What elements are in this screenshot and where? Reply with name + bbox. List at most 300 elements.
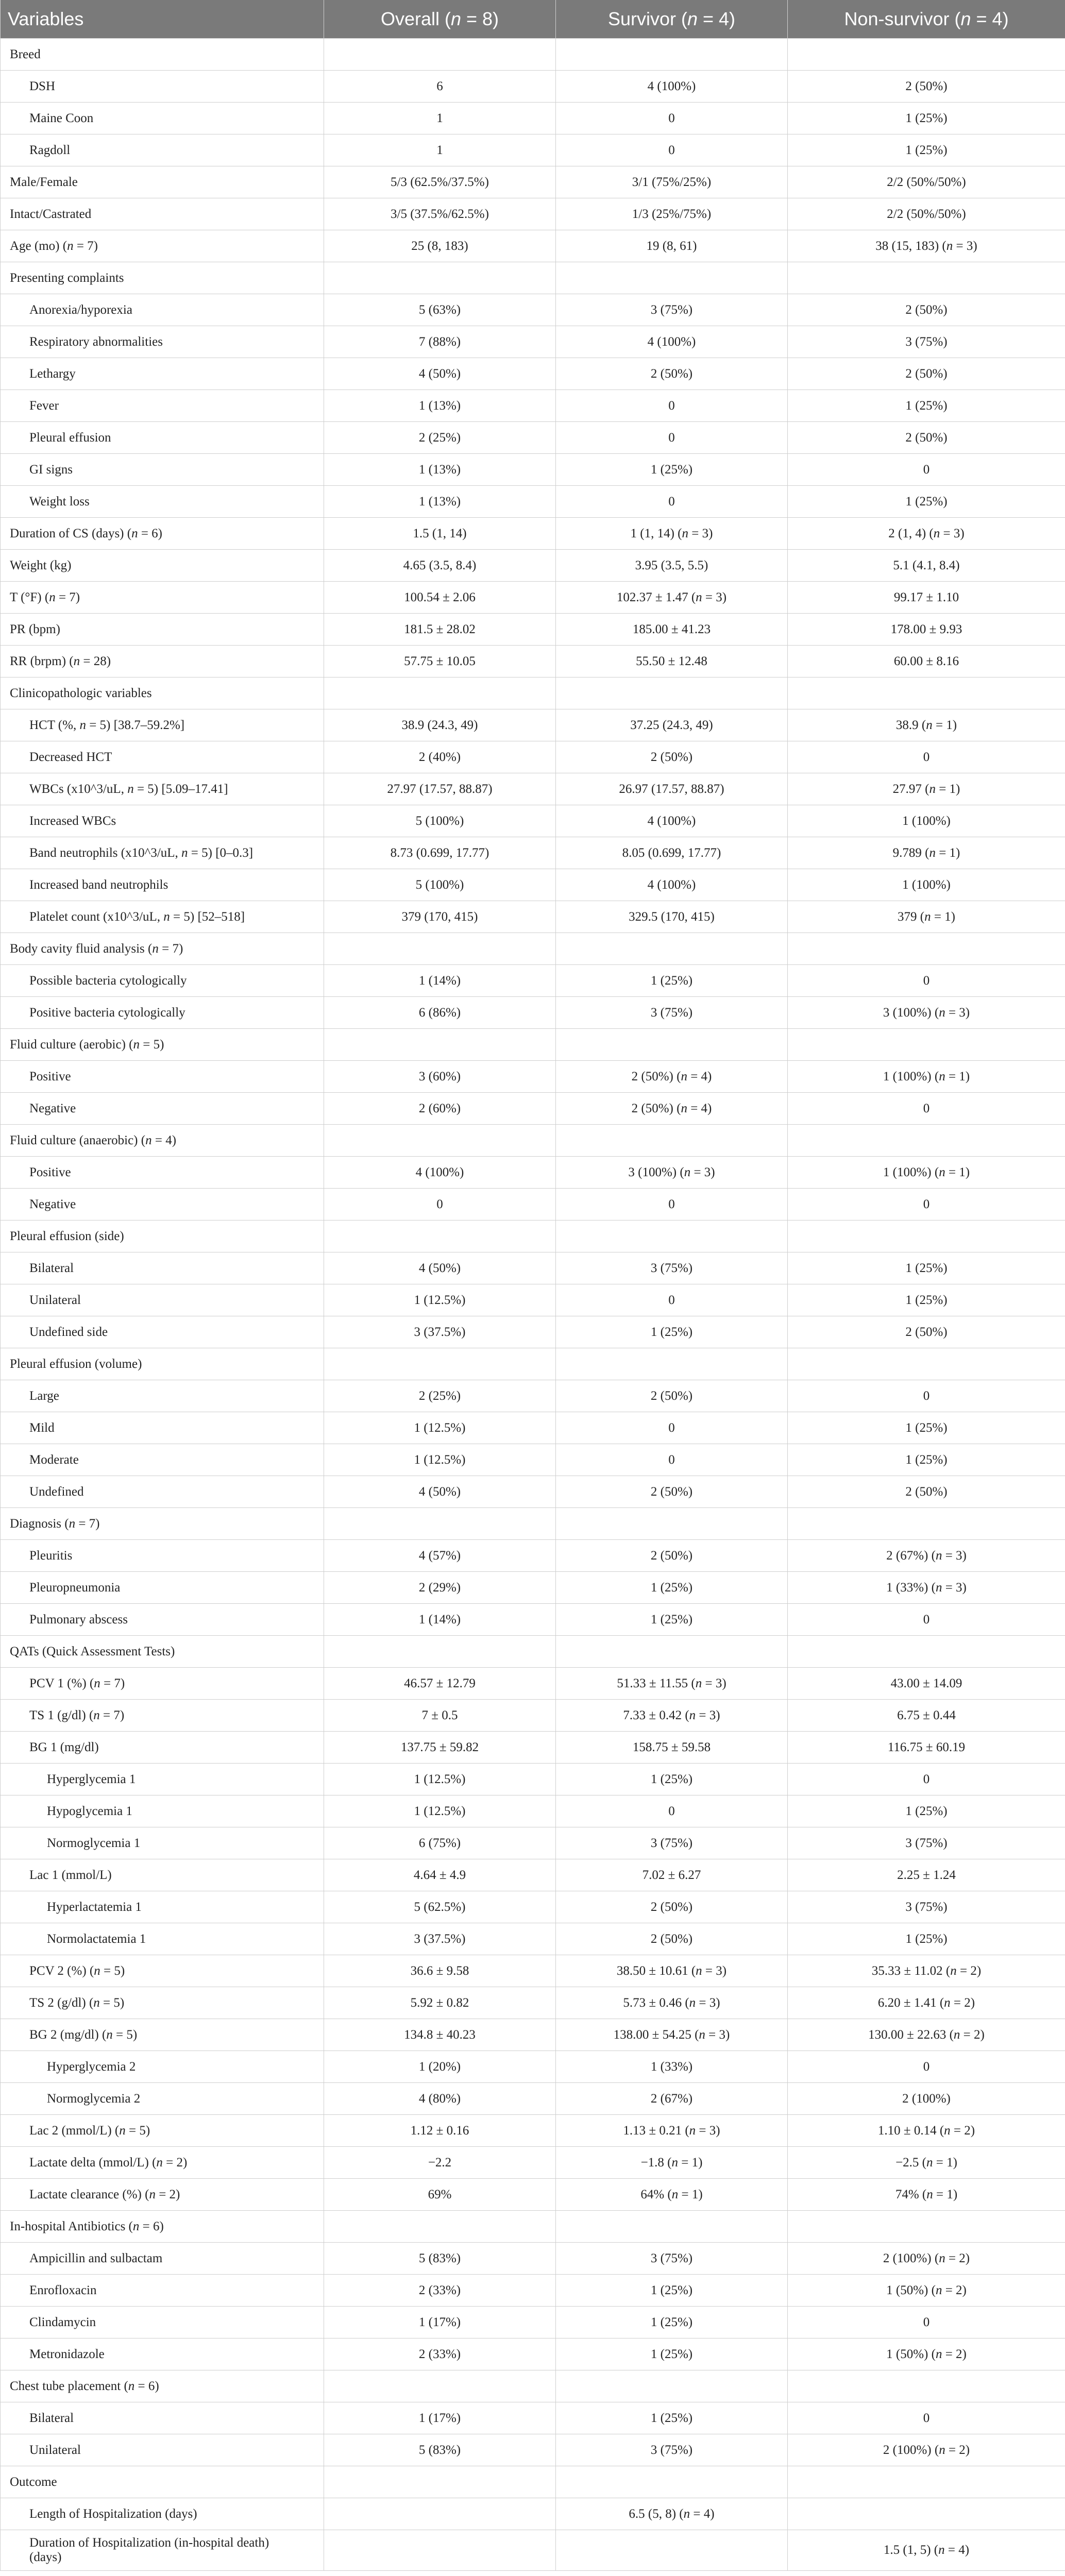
overall-cell: 1 (17%) xyxy=(324,2402,556,2434)
variable-cell: BG 1 (mg/dl) xyxy=(1,1732,324,1764)
overall-cell: 5 (83%) xyxy=(324,2243,556,2275)
variable-cell: Possible bacteria cytologically xyxy=(1,965,324,997)
survivor-cell: 26.97 (17.57, 88.87) xyxy=(556,773,788,805)
table-row xyxy=(1,1221,1065,1252)
table-row xyxy=(1,646,1065,677)
survivor-cell: 37.25 (24.3, 49) xyxy=(556,709,788,741)
table-row xyxy=(1,933,1065,965)
overall-cell: 5 (100%) xyxy=(324,805,556,837)
table-row xyxy=(1,1476,1065,1508)
non-survivor-cell xyxy=(788,2498,1065,2530)
table-row xyxy=(1,1093,1065,1125)
non-survivor-cell: 2 (50%) xyxy=(788,71,1065,103)
variable-cell: HCT (%, n = 5) [38.7–59.2%] xyxy=(1,709,324,741)
overall-cell: 8.73 (0.699, 17.77) xyxy=(324,837,556,869)
variable-cell: Pulmonary abscess xyxy=(1,1604,324,1636)
variable-cell: BG 2 (mg/dl) (n = 5) xyxy=(1,2019,324,2051)
overall-cell: 1 (13%) xyxy=(324,454,556,486)
table-row xyxy=(1,486,1065,518)
survivor-cell: 55.50 ± 12.48 xyxy=(556,646,788,677)
table-row xyxy=(1,677,1065,709)
non-survivor-cell: 1 (25%) xyxy=(788,486,1065,518)
variable-cell: Duration of CS (days) (n = 6) xyxy=(1,518,324,550)
survivor-cell: 2 (50%) (n = 4) xyxy=(556,1061,788,1093)
table-row xyxy=(1,1508,1065,1540)
non-survivor-cell xyxy=(788,39,1065,71)
overall-cell: 5 (83%) xyxy=(324,2434,556,2466)
survivor-cell: 1 (33%) xyxy=(556,2051,788,2083)
survivor-cell: 0 xyxy=(556,486,788,518)
non-survivor-cell xyxy=(788,1221,1065,1252)
overall-cell xyxy=(324,2370,556,2402)
variable-cell: Presenting complaints xyxy=(1,262,324,294)
variable-cell: Male/Female xyxy=(1,166,324,198)
overall-cell: 46.57 ± 12.79 xyxy=(324,1668,556,1700)
non-survivor-cell: 38 (15, 183) (n = 3) xyxy=(788,230,1065,262)
overall-cell: 5.92 ± 0.82 xyxy=(324,1987,556,2019)
overall-cell: 1 (13%) xyxy=(324,390,556,422)
survivor-cell: 19 (8, 61) xyxy=(556,230,788,262)
overall-cell: 2 (40%) xyxy=(324,741,556,773)
overall-cell: 1 (12.5%) xyxy=(324,1444,556,1476)
non-survivor-cell xyxy=(788,1125,1065,1157)
overall-cell: 0 xyxy=(324,1189,556,1221)
overall-cell: 2 (33%) xyxy=(324,2275,556,2307)
non-survivor-cell: 0 xyxy=(788,2051,1065,2083)
survivor-cell: 3 (100%) (n = 3) xyxy=(556,1157,788,1189)
table-row xyxy=(1,1732,1065,1764)
table-row xyxy=(1,326,1065,358)
variable-cell: Enrofloxacin xyxy=(1,2275,324,2307)
overall-cell: 7 ± 0.5 xyxy=(324,1700,556,1732)
non-survivor-cell: 1 (25%) xyxy=(788,1795,1065,1827)
non-survivor-cell xyxy=(788,1029,1065,1061)
table-row xyxy=(1,1572,1065,1604)
survivor-cell xyxy=(556,2530,788,2571)
non-survivor-cell: 178.00 ± 9.93 xyxy=(788,614,1065,646)
non-survivor-cell xyxy=(788,262,1065,294)
survivor-cell: 2 (50%) xyxy=(556,1923,788,1955)
table-row xyxy=(1,1125,1065,1157)
table-row xyxy=(1,2434,1065,2466)
survivor-cell: 102.37 ± 1.47 (n = 3) xyxy=(556,582,788,614)
overall-cell xyxy=(324,1221,556,1252)
variable-cell: Negative xyxy=(1,1189,324,1221)
table-row xyxy=(1,837,1065,869)
overall-cell: 2 (60%) xyxy=(324,1093,556,1125)
survivor-cell: 329.5 (170, 415) xyxy=(556,901,788,933)
header-survivor: Survivor (n = 4) xyxy=(556,0,788,39)
variable-cell: Lactate delta (mmol/L) (n = 2) xyxy=(1,2147,324,2179)
overall-cell: 1 (13%) xyxy=(324,486,556,518)
table-row xyxy=(1,2530,1065,2571)
header-non-survivor: Non-survivor (n = 4) xyxy=(788,0,1065,39)
table-row xyxy=(1,997,1065,1029)
variable-cell: Anorexia/hyporexia xyxy=(1,294,324,326)
variable-cell: Fluid culture (aerobic) (n = 5) xyxy=(1,1029,324,1061)
overall-cell: 5 (63%) xyxy=(324,294,556,326)
survivor-cell: 0 xyxy=(556,1189,788,1221)
overall-cell: 5 (100%) xyxy=(324,869,556,901)
survivor-cell: 1 (25%) xyxy=(556,2275,788,2307)
non-survivor-cell: 6.75 ± 0.44 xyxy=(788,1700,1065,1732)
non-survivor-cell: 0 xyxy=(788,1093,1065,1125)
variable-cell: Unilateral xyxy=(1,1284,324,1316)
table-row xyxy=(1,134,1065,166)
survivor-cell: 2 (50%) xyxy=(556,358,788,390)
overall-cell xyxy=(324,1348,556,1380)
overall-cell: 1 (12.5%) xyxy=(324,1764,556,1795)
non-survivor-cell: 1 (100%) (n = 1) xyxy=(788,1157,1065,1189)
overall-cell: 2 (33%) xyxy=(324,2338,556,2370)
survivor-cell: 2 (50%) xyxy=(556,1891,788,1923)
table-row xyxy=(1,901,1065,933)
table-row xyxy=(1,422,1065,454)
survivor-cell: 3 (75%) xyxy=(556,1827,788,1859)
overall-cell: 36.6 ± 9.58 xyxy=(324,1955,556,1987)
survivor-cell xyxy=(556,677,788,709)
table-row xyxy=(1,71,1065,103)
table-row xyxy=(1,1827,1065,1859)
table-row xyxy=(1,1987,1065,2019)
variable-cell: Pleural effusion xyxy=(1,422,324,454)
non-survivor-cell: 74% (n = 1) xyxy=(788,2179,1065,2211)
non-survivor-cell: 2/2 (50%/50%) xyxy=(788,198,1065,230)
table-row xyxy=(1,2211,1065,2243)
overall-cell: 100.54 ± 2.06 xyxy=(324,582,556,614)
overall-cell xyxy=(324,262,556,294)
non-survivor-cell: 6.20 ± 1.41 (n = 2) xyxy=(788,1987,1065,2019)
variable-cell: Lactate clearance (%) (n = 2) xyxy=(1,2179,324,2211)
variable-cell: TS 2 (g/dl) (n = 5) xyxy=(1,1987,324,2019)
overall-cell xyxy=(324,677,556,709)
non-survivor-cell: 5.1 (4.1, 8.4) xyxy=(788,550,1065,582)
table-row xyxy=(1,869,1065,901)
non-survivor-cell xyxy=(788,2370,1065,2402)
table-row xyxy=(1,1700,1065,1732)
header-variables: Variables xyxy=(1,0,324,39)
survivor-cell xyxy=(556,2466,788,2498)
overall-cell: 3 (37.5%) xyxy=(324,1316,556,1348)
table-row xyxy=(1,1923,1065,1955)
overall-cell: 137.75 ± 59.82 xyxy=(324,1732,556,1764)
survivor-cell: 4 (100%) xyxy=(556,805,788,837)
survivor-cell: 8.05 (0.699, 17.77) xyxy=(556,837,788,869)
non-survivor-cell: 1 (33%) (n = 3) xyxy=(788,1572,1065,1604)
variable-cell: Pleural effusion (side) xyxy=(1,1221,324,1252)
variable-cell: Negative xyxy=(1,1093,324,1125)
non-survivor-cell: 1 (25%) xyxy=(788,1444,1065,1476)
survivor-cell: 38.50 ± 10.61 (n = 3) xyxy=(556,1955,788,1987)
table-row xyxy=(1,2307,1065,2338)
non-survivor-cell: 35.33 ± 11.02 (n = 2) xyxy=(788,1955,1065,1987)
survivor-cell: 2 (67%) xyxy=(556,2083,788,2115)
table-row xyxy=(1,1636,1065,1668)
table-row xyxy=(1,1955,1065,1987)
overall-cell: 4 (100%) xyxy=(324,1157,556,1189)
table-row xyxy=(1,1891,1065,1923)
variable-cell: Normoglycemia 2 xyxy=(1,2083,324,2115)
overall-cell: 25 (8, 183) xyxy=(324,230,556,262)
non-survivor-cell: 1 (25%) xyxy=(788,134,1065,166)
survivor-cell: 1 (25%) xyxy=(556,2307,788,2338)
survivor-cell xyxy=(556,1636,788,1668)
table-row xyxy=(1,2275,1065,2307)
survivor-cell: 4 (100%) xyxy=(556,869,788,901)
variable-cell: Intact/Castrated xyxy=(1,198,324,230)
survivor-cell xyxy=(556,1125,788,1157)
variable-cell: Pleuropneumonia xyxy=(1,1572,324,1604)
variable-cell: Chest tube placement (n = 6) xyxy=(1,2370,324,2402)
non-survivor-cell: 2 (100%) xyxy=(788,2083,1065,2115)
non-survivor-cell: 1 (25%) xyxy=(788,390,1065,422)
variable-cell: Respiratory abnormalities xyxy=(1,326,324,358)
survivor-cell: 1 (25%) xyxy=(556,965,788,997)
survivor-cell: 2 (50%) xyxy=(556,1476,788,1508)
variable-cell: Body cavity fluid analysis (n = 7) xyxy=(1,933,324,965)
variable-cell: Positive xyxy=(1,1061,324,1093)
table-row xyxy=(1,390,1065,422)
non-survivor-cell: 0 xyxy=(788,741,1065,773)
table-row xyxy=(1,166,1065,198)
survivor-cell: 0 xyxy=(556,1284,788,1316)
variable-cell: Large xyxy=(1,1380,324,1412)
non-survivor-cell: 2 (1, 4) (n = 3) xyxy=(788,518,1065,550)
non-survivor-cell: 1 (25%) xyxy=(788,1284,1065,1316)
survivor-cell: 7.33 ± 0.42 (n = 3) xyxy=(556,1700,788,1732)
survivor-cell: 2 (50%) (n = 4) xyxy=(556,1093,788,1125)
non-survivor-cell xyxy=(788,2466,1065,2498)
non-survivor-cell: 1 (25%) xyxy=(788,1923,1065,1955)
table-row xyxy=(1,230,1065,262)
non-survivor-cell: 3 (75%) xyxy=(788,1891,1065,1923)
non-survivor-cell: 116.75 ± 60.19 xyxy=(788,1732,1065,1764)
non-survivor-cell: 2 (100%) (n = 2) xyxy=(788,2243,1065,2275)
non-survivor-cell: 1 (100%) xyxy=(788,869,1065,901)
overall-cell: 7 (88%) xyxy=(324,326,556,358)
non-survivor-cell: 27.97 (n = 1) xyxy=(788,773,1065,805)
non-survivor-cell: 99.17 ± 1.10 xyxy=(788,582,1065,614)
table-row xyxy=(1,1380,1065,1412)
survivor-cell: 64% (n = 1) xyxy=(556,2179,788,2211)
survivor-cell: 1 (25%) xyxy=(556,1316,788,1348)
non-survivor-cell: 0 xyxy=(788,1189,1065,1221)
non-survivor-cell: 2 (50%) xyxy=(788,294,1065,326)
overall-cell: 1 (12.5%) xyxy=(324,1284,556,1316)
table-row xyxy=(1,2466,1065,2498)
table-row xyxy=(1,39,1065,71)
variable-cell: Hyperlactatemia 1 xyxy=(1,1891,324,1923)
survivor-cell: 185.00 ± 41.23 xyxy=(556,614,788,646)
table-row xyxy=(1,2147,1065,2179)
variable-cell: Undefined xyxy=(1,1476,324,1508)
non-survivor-cell: 0 xyxy=(788,454,1065,486)
overall-cell: 1 (14%) xyxy=(324,965,556,997)
survivor-cell: 1 (25%) xyxy=(556,1572,788,1604)
header-row xyxy=(1,0,1065,39)
non-survivor-cell: 379 (n = 1) xyxy=(788,901,1065,933)
header-overall: Overall (n = 8) xyxy=(324,0,556,39)
overall-cell: 4.64 ± 4.9 xyxy=(324,1859,556,1891)
table-row xyxy=(1,2243,1065,2275)
survivor-cell: 0 xyxy=(556,1795,788,1827)
table-row xyxy=(1,2019,1065,2051)
non-survivor-cell xyxy=(788,933,1065,965)
variable-cell: Weight (kg) xyxy=(1,550,324,582)
table-row xyxy=(1,1284,1065,1316)
overall-cell xyxy=(324,2211,556,2243)
non-survivor-cell: 130.00 ± 22.63 (n = 2) xyxy=(788,2019,1065,2051)
overall-cell: 4 (57%) xyxy=(324,1540,556,1572)
non-survivor-cell: 2 (50%) xyxy=(788,1316,1065,1348)
variable-cell: Diagnosis (n = 7) xyxy=(1,1508,324,1540)
non-survivor-cell xyxy=(788,1348,1065,1380)
overall-cell xyxy=(324,933,556,965)
non-survivor-cell xyxy=(788,1508,1065,1540)
overall-cell: 4 (80%) xyxy=(324,2083,556,2115)
survivor-cell: 3 (75%) xyxy=(556,2243,788,2275)
table-row xyxy=(1,741,1065,773)
non-survivor-cell: 38.9 (n = 1) xyxy=(788,709,1065,741)
survivor-cell: 1 (25%) xyxy=(556,1604,788,1636)
survivor-cell xyxy=(556,1508,788,1540)
survivor-cell: 0 xyxy=(556,134,788,166)
overall-cell xyxy=(324,1636,556,1668)
overall-cell: 1.5 (1, 14) xyxy=(324,518,556,550)
survivor-cell: 0 xyxy=(556,390,788,422)
overall-cell: 38.9 (24.3, 49) xyxy=(324,709,556,741)
non-survivor-cell: 1 (25%) xyxy=(788,1412,1065,1444)
variable-cell: Pleural effusion (volume) xyxy=(1,1348,324,1380)
variable-cell: Clinicopathologic variables xyxy=(1,677,324,709)
variable-cell: Bilateral xyxy=(1,2402,324,2434)
table-row xyxy=(1,1540,1065,1572)
overall-cell: 2 (25%) xyxy=(324,422,556,454)
overall-cell xyxy=(324,2530,556,2571)
variable-cell: PCV 2 (%) (n = 5) xyxy=(1,1955,324,1987)
non-survivor-cell: 0 xyxy=(788,2402,1065,2434)
variable-cell: Normolactatemia 1 xyxy=(1,1923,324,1955)
overall-cell: −2.2 xyxy=(324,2147,556,2179)
variable-cell: Platelet count (x10^3/uL, n = 5) [52–518] xyxy=(1,901,324,933)
non-survivor-cell: 3 (75%) xyxy=(788,1827,1065,1859)
variable-cell: Maine Coon xyxy=(1,103,324,134)
survivor-cell: 1 (25%) xyxy=(556,2338,788,2370)
non-survivor-cell xyxy=(788,677,1065,709)
survivor-cell xyxy=(556,1221,788,1252)
survivor-cell: 6.5 (5, 8) (n = 4) xyxy=(556,2498,788,2530)
table-row xyxy=(1,582,1065,614)
table-row xyxy=(1,965,1065,997)
variable-cell: Normoglycemia 1 xyxy=(1,1827,324,1859)
non-survivor-cell: 0 xyxy=(788,965,1065,997)
variable-cell: RR (brpm) (n = 28) xyxy=(1,646,324,677)
overall-cell xyxy=(324,1029,556,1061)
non-survivor-cell: 2 (67%) (n = 3) xyxy=(788,1540,1065,1572)
variable-cell: Ampicillin and sulbactam xyxy=(1,2243,324,2275)
variable-cell: Fluid culture (anaerobic) (n = 4) xyxy=(1,1125,324,1157)
table-row xyxy=(1,2179,1065,2211)
variable-cell: Decreased HCT xyxy=(1,741,324,773)
survivor-cell: 2 (50%) xyxy=(556,741,788,773)
overall-cell: 4.65 (3.5, 8.4) xyxy=(324,550,556,582)
table-row xyxy=(1,1764,1065,1795)
variable-cell: Mild xyxy=(1,1412,324,1444)
variable-cell: Hypoglycemia 1 xyxy=(1,1795,324,1827)
survivor-cell: 51.33 ± 11.55 (n = 3) xyxy=(556,1668,788,1700)
variable-cell: Clindamycin xyxy=(1,2307,324,2338)
table-body xyxy=(1,39,1065,2571)
overall-cell: 2 (25%) xyxy=(324,1380,556,1412)
overall-cell xyxy=(324,39,556,71)
non-survivor-cell: 1 (25%) xyxy=(788,103,1065,134)
survivor-cell: 7.02 ± 6.27 xyxy=(556,1859,788,1891)
table-row xyxy=(1,773,1065,805)
survivor-cell: 3 (75%) xyxy=(556,1252,788,1284)
survivor-cell: 1/3 (25%/75%) xyxy=(556,198,788,230)
overall-cell: 1 (14%) xyxy=(324,1604,556,1636)
non-survivor-cell: 2 (50%) xyxy=(788,1476,1065,1508)
variable-cell: In-hospital Antibiotics (n = 6) xyxy=(1,2211,324,2243)
non-survivor-cell xyxy=(788,2211,1065,2243)
table-row xyxy=(1,550,1065,582)
non-survivor-cell: 1 (100%) xyxy=(788,805,1065,837)
survivor-cell: 138.00 ± 54.25 (n = 3) xyxy=(556,2019,788,2051)
table-row xyxy=(1,2083,1065,2115)
survivor-cell: 0 xyxy=(556,103,788,134)
survivor-cell: 3 (75%) xyxy=(556,2434,788,2466)
survivor-cell: 158.75 ± 59.58 xyxy=(556,1732,788,1764)
overall-cell: 1.12 ± 0.16 xyxy=(324,2115,556,2147)
table-row xyxy=(1,1348,1065,1380)
overall-cell: 2 (29%) xyxy=(324,1572,556,1604)
variable-cell: Unilateral xyxy=(1,2434,324,2466)
survivor-cell: 0 xyxy=(556,1412,788,1444)
variable-cell: Age (mo) (n = 7) xyxy=(1,230,324,262)
non-survivor-cell: 2/2 (50%/50%) xyxy=(788,166,1065,198)
variable-cell: Fever xyxy=(1,390,324,422)
overall-cell: 3 (60%) xyxy=(324,1061,556,1093)
variable-cell: Band neutrophils (x10^3/uL, n = 5) [0–0.3] xyxy=(1,837,324,869)
table-row xyxy=(1,1029,1065,1061)
variable-cell: Breed xyxy=(1,39,324,71)
overall-cell: 1 (12.5%) xyxy=(324,1795,556,1827)
variable-cell: Lac 1 (mmol/L) xyxy=(1,1859,324,1891)
table-row xyxy=(1,2051,1065,2083)
overall-cell: 379 (170, 415) xyxy=(324,901,556,933)
non-survivor-cell: 3 (100%) (n = 3) xyxy=(788,997,1065,1029)
non-survivor-cell: 2 (50%) xyxy=(788,422,1065,454)
overall-cell xyxy=(324,2498,556,2530)
non-survivor-cell: −2.5 (n = 1) xyxy=(788,2147,1065,2179)
survivor-cell: 1.13 ± 0.21 (n = 3) xyxy=(556,2115,788,2147)
variable-cell: TS 1 (g/dl) (n = 7) xyxy=(1,1700,324,1732)
non-survivor-cell: 2 (50%) xyxy=(788,358,1065,390)
variable-cell: Positive bacteria cytologically xyxy=(1,997,324,1029)
table-row xyxy=(1,2338,1065,2370)
survivor-cell xyxy=(556,1029,788,1061)
overall-cell xyxy=(324,2466,556,2498)
table-row xyxy=(1,1412,1065,1444)
table-row xyxy=(1,1668,1065,1700)
variable-cell: Hyperglycemia 2 xyxy=(1,2051,324,2083)
survivor-cell: 4 (100%) xyxy=(556,326,788,358)
table-row xyxy=(1,709,1065,741)
table-row xyxy=(1,1604,1065,1636)
table-footnote xyxy=(0,2571,1065,2576)
table-row xyxy=(1,294,1065,326)
survivor-cell: 3 (75%) xyxy=(556,997,788,1029)
